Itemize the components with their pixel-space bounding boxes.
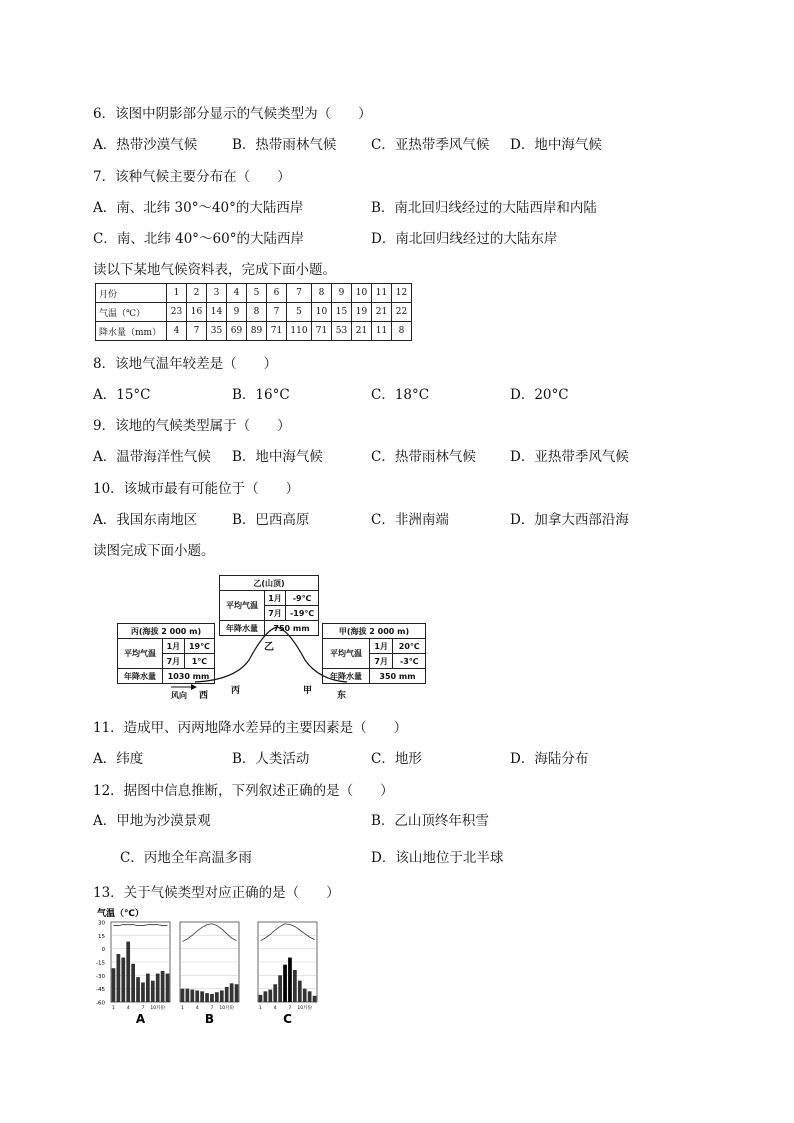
precip-bar [121, 958, 125, 1002]
option-b: B．巴西高原 [232, 512, 310, 528]
option-a: A．甲地为沙漠景观 [93, 813, 211, 829]
precip-bar [220, 990, 224, 1002]
east-label: 东 [337, 691, 347, 701]
x-tick-label: 10月份 [297, 1006, 313, 1011]
precip-bar [161, 971, 165, 1002]
table-cell: 7 [187, 322, 207, 341]
option-b: B．地中海气候 [232, 449, 323, 465]
row-label: 降水量（mm） [96, 322, 167, 341]
y-tick-label: -15 [96, 960, 105, 967]
table-cell: 53 [332, 322, 352, 341]
precip-bar [117, 954, 121, 1002]
month-label: 7月 [370, 654, 393, 669]
table-cell: 1 [167, 284, 187, 303]
temperature-line [260, 924, 314, 941]
box-title: 乙(山顶) [220, 576, 319, 591]
temp-value: 1℃ [184, 654, 214, 669]
precip-bar [293, 970, 297, 1002]
table-cell: 5 [287, 303, 312, 322]
option-b: B．人类活动 [232, 751, 310, 767]
option-a: A．我国东南地区 [93, 512, 198, 528]
table-cell: 22 [392, 303, 412, 322]
table-cell: 9 [332, 284, 352, 303]
temp-value: -9℃ [286, 591, 319, 606]
option-c: C．非洲南端 [371, 512, 449, 528]
mountain-diagram [117, 575, 427, 703]
table-cell: 4 [227, 284, 247, 303]
table-cell: 15 [332, 303, 352, 322]
west-label: 西 [199, 691, 209, 701]
option-d: D．海陆分布 [510, 751, 589, 767]
chart-label: A [135, 1012, 146, 1026]
precip-bar [210, 994, 214, 1002]
option-d: D．该山地位于北半球 [371, 850, 504, 866]
precip-label: 年降水量 [118, 669, 163, 684]
table-cell: 71 [312, 322, 332, 341]
option-b: B．16°C [232, 387, 290, 403]
precip-bar [278, 975, 282, 1002]
table-cell: 4 [167, 322, 187, 341]
precip-bar [225, 987, 229, 1002]
row-label: 气温（℃） [96, 303, 167, 322]
table-cell: 7 [287, 284, 312, 303]
table-row [96, 303, 412, 322]
x-tick-label: 4 [273, 1006, 277, 1011]
precip-bar [195, 990, 199, 1002]
table-cell: 3 [207, 284, 227, 303]
y-tick-label: -30 [96, 973, 105, 980]
month-label: 7月 [265, 606, 286, 621]
option-c: C．地形 [371, 751, 422, 767]
precip-bar [186, 989, 190, 1002]
y-tick-label: -60 [96, 1000, 105, 1007]
temp-value: 19℃ [184, 639, 214, 654]
table-cell: 11 [372, 322, 392, 341]
temp-label: 平均气温 [220, 591, 265, 621]
month-label: 1月 [370, 639, 393, 654]
precip-bar [273, 984, 277, 1002]
question-13-stem: 13．关于气候类型对应正确的是（ ） [93, 885, 340, 901]
precip-label: 年降水量 [323, 669, 370, 684]
precip-bar [264, 991, 268, 1002]
precip-bar [166, 974, 170, 1002]
option-c: C．18°C [371, 387, 430, 403]
precip-bar [126, 942, 130, 1002]
table-cell: 8 [312, 284, 332, 303]
precip-bar [303, 989, 307, 1002]
chart-label: B [204, 1012, 215, 1026]
x-tick-label: 7 [210, 1006, 214, 1011]
question-7-stem: 7．该种气候主要分布在（ ） [93, 169, 291, 185]
precip-bar [268, 990, 272, 1002]
bing-info-box [117, 623, 215, 684]
option-d: D．亚热带季风气候 [510, 449, 629, 465]
option-d: D．南北回归线经过的大陆东岸 [371, 231, 558, 247]
temp-value: -19℃ [286, 606, 319, 621]
table-cell: 8 [392, 322, 412, 341]
table-cell: 69 [227, 322, 247, 341]
table-cell: 5 [247, 284, 267, 303]
wind-direction-label: 风向 [171, 690, 187, 700]
y-tick-label: 0 [101, 947, 105, 954]
option-a: A．南、北纬 30°～40°的大陆西岸 [93, 200, 304, 216]
precip-bar [136, 977, 140, 1002]
precip-bar [308, 991, 312, 1002]
yi-info-box [219, 575, 319, 636]
section-intro: 读以下某地气候资料表，完成下面小题。 [93, 262, 336, 278]
x-tick-label: 10月份 [150, 1006, 166, 1011]
question-11-stem: 11．造成甲、丙两地降水差异的主要因素是（ ） [93, 720, 408, 736]
temp-value: -3℃ [393, 654, 426, 669]
option-a: A．温带海洋性气候 [93, 449, 211, 465]
table-row [96, 322, 412, 341]
box-title: 丙(海拔 2 000 m) [118, 624, 215, 639]
table-cell: 9 [227, 303, 247, 322]
y-tick-label: -45 [96, 987, 105, 994]
arrow-head-icon [191, 684, 197, 690]
precip-bar [151, 981, 155, 1002]
y-tick-label: 30 [98, 920, 105, 927]
temperature-line [182, 924, 236, 942]
precip-bar [313, 996, 317, 1002]
x-tick-label: 4 [195, 1006, 199, 1011]
climate-charts [93, 906, 333, 1026]
precip-bar [259, 995, 263, 1002]
option-a: A．热带沙漠气候 [93, 137, 198, 153]
table-cell: 21 [352, 322, 372, 341]
temp-value: 20℃ [393, 639, 426, 654]
table-cell: 10 [312, 303, 332, 322]
question-9-stem: 9．该地的气候类型属于（ ） [93, 418, 291, 434]
question-8-stem: 8．该地气温年较差是（ ） [93, 356, 278, 372]
temp-label: 平均气温 [323, 639, 370, 669]
option-b: B．南北回归线经过的大陆西岸和内陆 [371, 200, 597, 216]
option-d: D．地中海气候 [510, 137, 602, 153]
x-tick-label: 4 [126, 1006, 130, 1011]
table-cell: 16 [187, 303, 207, 322]
option-d: D．20°C [510, 387, 569, 403]
precip-bar [131, 964, 135, 1002]
precip-bar [200, 991, 204, 1002]
table-cell: 89 [247, 322, 267, 341]
jia-info-box [322, 623, 426, 684]
table-cell: 10 [352, 284, 372, 303]
precip-bar [205, 993, 209, 1002]
row-label: 月份 [96, 284, 167, 303]
precip-bar [215, 992, 219, 1002]
table-cell: 8 [247, 303, 267, 322]
table-cell: 35 [207, 322, 227, 341]
chart-label: C [283, 1012, 292, 1026]
option-a: A．纬度 [93, 751, 144, 767]
precip-bar [141, 982, 145, 1002]
x-tick-label: 10月份 [219, 1006, 235, 1011]
bing-point-label: 丙 [231, 686, 241, 696]
jia-point-label: 甲 [303, 686, 313, 696]
question-12-stem: 12．据图中信息推断，下列叙述正确的是（ ） [93, 783, 394, 799]
section-intro: 读图完成下面小题。 [93, 543, 215, 559]
option-c: C．南、北纬 40°～60°的大陆西岸 [93, 231, 304, 247]
x-tick-label: 7 [288, 1006, 292, 1011]
option-b: B．乙山顶终年积雪 [371, 813, 489, 829]
table-cell: 110 [287, 322, 312, 341]
temp-label: 平均气温 [118, 639, 163, 669]
precip-bar [181, 989, 185, 1002]
option-c: C．丙地全年高温多雨 [120, 850, 252, 866]
table-cell: 7 [267, 303, 287, 322]
precip-bar [235, 984, 239, 1002]
option-d: D．加拿大西部沿海 [510, 512, 629, 528]
table-cell: 2 [187, 284, 207, 303]
climate-table [95, 283, 412, 341]
month-label: 1月 [265, 591, 286, 606]
table-cell: 6 [267, 284, 287, 303]
x-tick-label: 7 [141, 1006, 145, 1011]
y-axis-title: 气温（℃） [97, 909, 144, 919]
table-row [96, 284, 412, 303]
precip-bar [288, 958, 292, 1002]
table-cell: 21 [372, 303, 392, 322]
question-10-stem: 10．该城市最有可能位于（ ） [93, 481, 300, 497]
y-tick-label: 15 [98, 933, 105, 940]
precip-value: 750 mm [265, 621, 319, 636]
precip-value: 350 mm [370, 669, 426, 684]
precip-label: 年降水量 [220, 621, 265, 636]
x-tick-label: 1 [112, 1006, 115, 1011]
precip-bar [146, 974, 150, 1002]
table-cell: 19 [352, 303, 372, 322]
x-tick-label: 1 [181, 1006, 184, 1011]
option-a: A．15°C [93, 387, 151, 403]
question-6-stem: 6．该图中阴影部分显示的气候类型为（ ） [93, 106, 372, 122]
precip-value: 1030 mm [163, 669, 215, 684]
option-c: C．热带雨林气候 [371, 449, 476, 465]
month-label: 7月 [163, 654, 185, 669]
month-label: 1月 [163, 639, 185, 654]
option-c: C．亚热带季风气候 [371, 137, 490, 153]
table-cell: 71 [267, 322, 287, 341]
precip-bar [112, 968, 116, 1002]
precip-bar [283, 965, 287, 1002]
precip-bar [298, 981, 302, 1002]
precip-bar [230, 983, 234, 1002]
table-cell: 12 [392, 284, 412, 303]
table-cell: 11 [372, 284, 392, 303]
table-cell: 23 [167, 303, 187, 322]
temperature-line [113, 925, 167, 926]
x-tick-label: 1 [259, 1006, 262, 1011]
peak-label: 乙 [264, 642, 274, 653]
precip-bar [156, 974, 160, 1002]
precip-bar [190, 990, 194, 1002]
box-title: 甲(海拔 2 000 m) [323, 624, 426, 639]
option-b: B．热带雨林气候 [232, 137, 337, 153]
table-cell: 14 [207, 303, 227, 322]
